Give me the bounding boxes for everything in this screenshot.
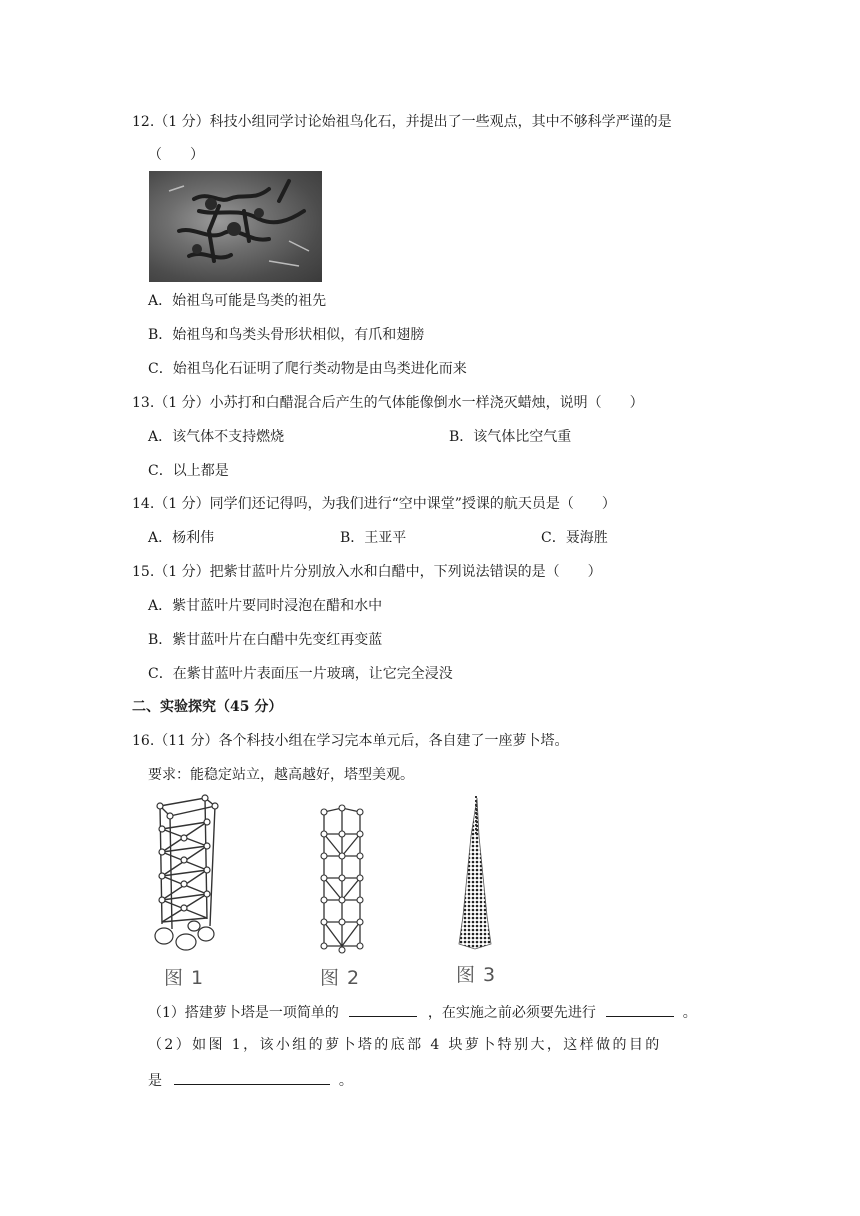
figure-1-caption: 图 1	[164, 967, 205, 989]
q12-option-b: B．始祖鸟和鸟类头骨形状相似，有爪和翅膀	[148, 327, 425, 343]
q12-stem: 12.（1 分）科技小组同学讨论始祖鸟化石，并提出了一些观点，其中不够科学严谨的是	[132, 114, 672, 130]
figure-1-radish-tower	[150, 794, 225, 954]
q15-stem: 15.（1 分）把紫甘蓝叶片分别放入水和白醋中，下列说法错误的是（ ）	[132, 564, 602, 580]
q15-option-c: C．在紫甘蓝叶片表面压一片玻璃，让它完全浸没	[148, 666, 453, 682]
figure-2-radish-tower	[318, 804, 366, 954]
figure-2-caption: 图 2	[320, 967, 361, 989]
q15-option-b: B．紫甘蓝叶片在白醋中先变红再变蓝	[148, 632, 383, 648]
q14-option-a: A．杨利伟	[148, 530, 215, 546]
q16-sub1-text-a: （1）搭建萝卜塔是一项简单的	[148, 1005, 339, 1021]
q16-sub1	[148, 1001, 697, 1023]
q16-sub1-text-b: ，在实施之前必须要先进行	[427, 1005, 596, 1021]
q13-stem: 13.（1 分）小苏打和白醋混合后产生的气体能像倒水一样浇灭蜡烛，说明（ ）	[132, 395, 644, 411]
figure-3-caption: 图 3	[456, 964, 497, 986]
q15-option-a: A．紫甘蓝叶片要同时浸泡在醋和水中	[148, 598, 383, 614]
q14-option-c: C．聂海胜	[541, 530, 608, 546]
q14-option-b: B．王亚平	[340, 530, 407, 546]
q16-sub1-blank-2[interactable]	[606, 1001, 674, 1017]
q16-stem: 16.（11 分）各个科技小组在学习完本单元后，各自建了一座萝卜塔。	[132, 733, 569, 749]
q13-option-c: C．以上都是	[148, 463, 229, 479]
q12-option-a: A．始祖鸟可能是鸟类的祖先	[148, 293, 327, 309]
archaeopteryx-fossil-image	[149, 171, 322, 282]
q16-requirement: 要求：能稳定站立，越高越好，塔型美观。	[148, 767, 414, 783]
q16-sub2-text-b: 是	[148, 1073, 162, 1089]
q16-sub2-text-c: 。	[338, 1073, 353, 1089]
q14-stem: 14.（1 分）同学们还记得吗，为我们进行“空中课堂”授课的航天员是（ ）	[132, 496, 616, 512]
section-2-heading: 二、实验探究（45 分）	[132, 699, 283, 715]
q16-sub1-blank-1[interactable]	[349, 1001, 417, 1017]
q13-option-a: A．该气体不支持燃烧	[148, 429, 285, 445]
q16-sub2-line-1: （2）如图 1，该小组的萝卜塔的底部 4 块萝卜特别大，这样做的目的	[148, 1037, 662, 1053]
q13-option-b: B．该气体比空气重	[449, 429, 572, 445]
q12-answer-paren: （ ）	[148, 147, 204, 163]
q16-sub1-text-c: 。	[682, 1005, 697, 1021]
q16-sub2-line-2	[148, 1069, 353, 1091]
q12-option-c: C．始祖鸟化石证明了爬行类动物是由鸟类进化而来	[148, 361, 467, 377]
figure-3-radish-tower	[455, 796, 495, 951]
q16-sub2-blank[interactable]	[174, 1069, 330, 1085]
